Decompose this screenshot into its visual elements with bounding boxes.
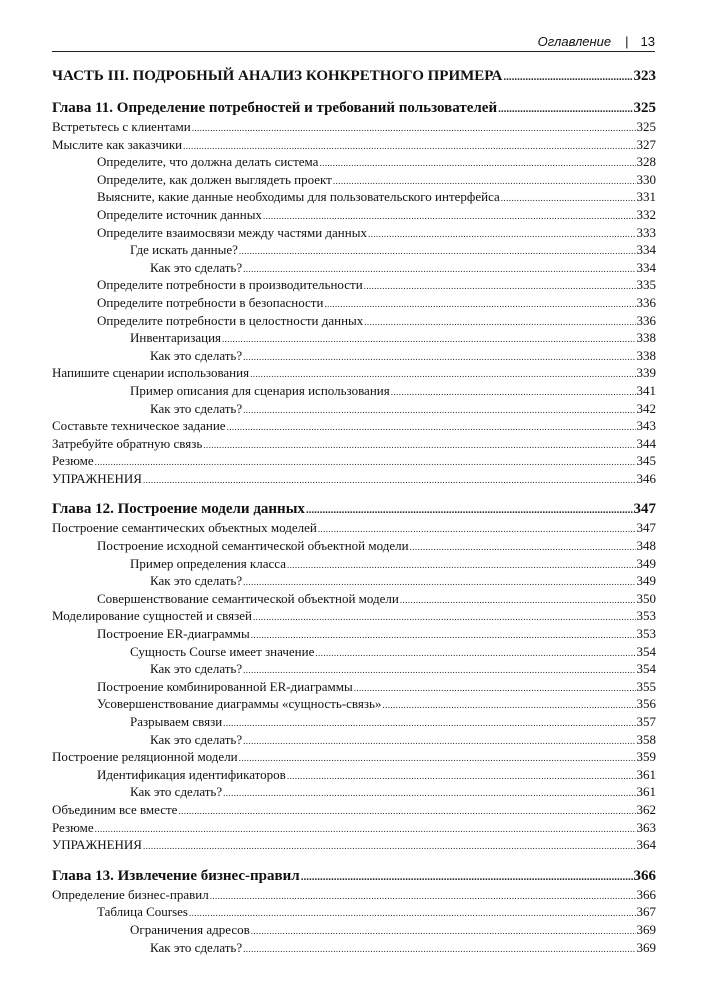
toc-entry-page: 358 [636,731,656,747]
toc-entry-title: Таблица Courses [97,904,188,920]
toc-entry-page: 346 [636,470,656,486]
dot-leader [243,733,635,751]
toc-entry-page: 354 [636,643,656,659]
toc-entry-title: Как это сделать? [150,259,243,275]
toc-entry-title: Пример описания для сценария использования [130,382,390,398]
toc-entry-title: Построение реляционной модели [52,749,238,765]
toc-entry-title: УПРАЖНЕНИЯ [52,470,142,486]
toc-entry-title: Построение исходной семантической объектной модели [97,538,409,554]
toc-entry-title: Определите, как должен выглядеть проект [97,171,332,187]
toc-entry [52,748,656,766]
toc-entry-title: Определите, что должна делать система [97,154,319,170]
header-separator: | [625,33,629,49]
toc-entry-title: ЧАСТЬ III. ПОДРОБНЫЙ АНАЛИЗ КОНКРЕТНОГО ПРИМЕРА [52,68,503,84]
toc-entry-page: 333 [636,224,656,240]
toc-entry-page: 369 [636,939,656,955]
dot-leader [143,838,636,856]
toc-entry-title: Как это сделать? [150,939,243,955]
toc-entry-page: 344 [636,435,656,451]
toc-entry-title: Объединим все вместе [52,801,178,817]
toc-entry [52,537,656,555]
toc-entry-title: Как это сделать? [150,661,243,677]
toc-chapter-heading [52,499,656,519]
toc-entry-title: Совершенствование семантической объектной модели [97,590,399,606]
toc-entry-title: Напишите сценарии использования [52,365,250,381]
dot-leader [391,384,636,402]
table-of-contents [52,66,656,956]
toc-entry-page: 338 [636,330,656,346]
toc-entry-title: Глава 13. Извлечение бизнес-правил [52,867,300,884]
toc-entry [52,276,656,294]
dot-leader [243,349,635,367]
toc-entry-page: 366 [633,867,656,884]
toc-entry [52,660,656,678]
toc-entry [52,417,656,435]
toc-entry-page: 336 [636,312,656,328]
toc-entry-page: 367 [636,904,656,920]
toc-entry [52,590,656,608]
toc-entry-title: Как это сделать? [150,573,243,589]
toc-entry-page: 327 [636,136,656,152]
toc-entry-page: 356 [636,696,656,712]
dot-leader [287,768,636,786]
dot-leader [410,539,636,557]
toc-entry [52,921,656,939]
dot-leader [189,905,636,923]
toc-entry [52,224,656,242]
dot-leader [243,941,635,959]
toc-entry-title: Где искать данные? [130,242,238,258]
dot-leader [223,715,635,733]
toc-entry [52,625,656,643]
toc-entry-title: Как это сделать? [150,400,243,416]
toc-entry-page: 366 [636,886,656,902]
toc-entry [52,731,656,749]
dot-leader [239,243,636,261]
toc-entry [52,607,656,625]
toc-entry-title: Пример определения класса [130,555,286,571]
toc-entry [52,294,656,312]
toc-entry-page: 353 [636,608,656,624]
dot-leader [95,454,636,472]
dot-leader [382,697,635,715]
dot-leader [253,609,636,627]
toc-entry [52,153,656,171]
toc-chapter-heading [52,866,656,886]
toc-entry-page: 354 [636,661,656,677]
toc-entry [52,643,656,661]
toc-entry-page: 353 [636,626,656,642]
toc-entry-title: Как это сделать? [150,347,243,363]
dot-leader [324,296,635,314]
toc-entry [52,206,656,224]
toc-entry-title: Выясните, какие данные необходимы для пользовательского интерфейса [97,189,500,205]
dot-leader [287,557,636,575]
toc-entry [52,118,656,136]
toc-entry [52,312,656,330]
toc-entry-page: 357 [636,714,656,729]
toc-entry-page: 362 [636,801,656,817]
toc-entry-title: Сущность Course имеет значение [130,643,315,659]
toc-entry [52,382,656,400]
toc-entry-page: 369 [636,921,656,937]
dot-leader [143,472,636,490]
toc-entry-title: Идентификация идентификаторов [97,766,286,782]
toc-entry-page: 323 [633,68,656,84]
toc-entry-page: 349 [636,555,656,571]
toc-entry-page: 361 [636,784,656,800]
dot-leader [243,402,635,420]
toc-entry-page: 350 [636,590,656,606]
toc-entry-title: Построение семантических объектных моделей [52,520,317,536]
toc-entry-page: 325 [636,119,656,134]
toc-entry-title: УПРАЖНЕНИЯ [52,837,142,853]
toc-entry [52,329,656,347]
running-header [50,33,655,49]
dot-leader [239,750,636,768]
toc-entry [52,519,656,537]
dot-leader [503,67,632,87]
toc-entry [52,572,656,590]
dot-leader [319,155,635,173]
toc-entry-title: Встретьтесь с клиентами [52,119,191,134]
dot-leader [315,645,635,663]
toc-entry-title: Определите источник данных [97,206,262,222]
toc-entry-page: 363 [636,819,656,835]
dot-leader [364,314,635,332]
toc-entry-page: 342 [636,400,656,416]
toc-entry [52,801,656,819]
toc-entry [52,836,656,854]
toc-entry-page: 347 [633,501,656,518]
toc-entry-title: Как это сделать? [150,731,243,747]
toc-entry [52,713,656,731]
dot-leader [354,680,636,698]
dot-leader [364,278,636,296]
toc-entry-title: Разрываем связи [130,714,223,729]
toc-entry [52,903,656,921]
toc-entry-page: 335 [636,277,656,293]
toc-entry [52,435,656,453]
toc-entry-title: Моделирование сущностей и связей [52,608,252,624]
toc-entry [52,452,656,470]
header-page-number: 13 [640,33,655,49]
toc-entry-page: 345 [636,453,656,469]
dot-leader [203,437,635,455]
toc-entry-title: Инвентаризация [130,330,221,346]
toc-entry-title: Глава 12. Построение модели данных [52,501,305,518]
toc-entry-page: 359 [636,749,656,765]
dot-leader [400,592,636,610]
toc-entry [52,766,656,784]
toc-entry-title: Усовершенствование диаграммы «сущность-связь» [97,696,382,712]
toc-entry-page: 325 [633,100,656,116]
toc-entry [52,400,656,418]
toc-entry-page: 348 [636,538,656,554]
toc-entry-page: 364 [636,837,656,853]
toc-entry [52,470,656,488]
toc-entry-title: Построение комбинированной ER-диаграммы [97,678,353,694]
toc-entry-page: 328 [636,154,656,170]
toc-entry-title: Построение ER-диаграммы [97,626,250,642]
dot-leader [192,120,636,138]
toc-entry [52,886,656,904]
toc-part-heading [52,66,656,86]
toc-entry [52,136,656,154]
toc-entry [52,819,656,837]
toc-chapter-heading [52,98,656,118]
toc-entry-title: Резюме [52,819,94,835]
dot-leader [501,190,636,208]
toc-entry-title: Составьте техническое задание [52,418,226,434]
toc-entry-page: 336 [636,294,656,310]
dot-leader [178,803,635,821]
toc-entry-title: Определите потребности в производительности [97,277,363,293]
toc-entry [52,259,656,277]
toc-entry [52,347,656,365]
dot-leader [227,419,636,437]
dot-leader [306,500,633,520]
dot-leader [498,99,632,119]
toc-entry-title: Резюме [52,453,94,469]
toc-entry-page: 339 [636,365,656,381]
toc-entry-title: Определите взаимосвязи между частями данных [97,224,367,240]
toc-entry-page: 330 [636,171,656,187]
toc-entry-page: 331 [636,189,656,205]
toc-entry-title: Определите потребности в безопасности [97,294,324,310]
toc-entry-page: 343 [636,418,656,434]
toc-entry-title: Глава 11. Определение потребностей и требований пользователей [52,100,498,116]
toc-entry-title: Мыслите как заказчики [52,136,183,152]
toc-entry [52,364,656,382]
dot-leader [301,867,633,887]
dot-leader [210,888,636,906]
dot-leader [222,331,636,349]
toc-entry-page: 349 [636,573,656,589]
toc-entry-title: Определение бизнес-правил [52,886,209,902]
toc-entry-page: 338 [636,347,656,363]
toc-entry-page: 347 [636,520,656,536]
toc-entry [52,783,656,801]
toc-entry-page: 355 [636,678,656,694]
toc-entry [52,188,656,206]
toc-entry [52,678,656,696]
toc-entry [52,939,656,957]
dot-leader [223,785,635,803]
toc-entry-title: Определите потребности в целостности данных [97,312,364,328]
toc-entry-title: Как это сделать? [130,784,223,800]
header-title: Оглавление [537,33,612,49]
toc-entry [52,241,656,259]
dot-leader [251,923,636,941]
toc-entry-page: 332 [636,206,656,222]
dot-leader [368,226,636,244]
toc-entry-page: 341 [636,382,656,398]
toc-entry-title: Ограничения адресов [130,921,250,937]
toc-entry [52,171,656,189]
toc-entry [52,555,656,573]
toc-entry [52,695,656,713]
toc-entry-page: 334 [636,259,656,275]
toc-entry-page: 361 [636,766,656,782]
dot-leader [95,821,636,839]
toc-entry-page: 334 [636,242,656,258]
header-rule [52,51,655,52]
toc-entry-title: Затребуйте обратную связь [52,435,203,451]
